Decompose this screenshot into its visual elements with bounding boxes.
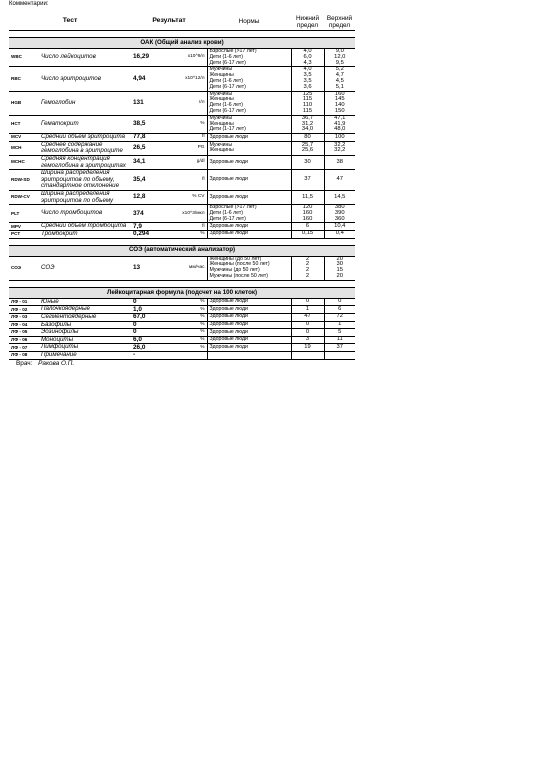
test-result: 16,29 (131, 49, 163, 67)
low-limit: 30 (304, 158, 311, 165)
test-unit: PG (163, 141, 207, 155)
test-name: Юные (39, 298, 131, 306)
high-limits (324, 306, 355, 314)
low-limit: 0 (305, 298, 310, 305)
test-code: MPV (9, 223, 39, 231)
low-limit: 3,6 (303, 83, 312, 90)
low-limit: 37 (304, 176, 311, 183)
low-limit: 31,2 (301, 120, 314, 127)
low-limit: 3 (305, 336, 310, 343)
doctor-name: Ракова О.П. (38, 360, 75, 367)
low-limits (291, 352, 324, 360)
norm-groups (207, 344, 291, 352)
test-result: 67,0 (131, 314, 163, 322)
high-limit: 360 (334, 215, 345, 222)
high-limit: 4,5 (335, 77, 344, 84)
test-code: MCV (9, 134, 39, 142)
test-unit: g/dl (163, 155, 207, 169)
norm-groups (207, 298, 291, 306)
high-limits (324, 115, 355, 133)
test-code: ЛФ - 01 (9, 298, 39, 306)
high-limit: 10,4 (334, 222, 346, 229)
high-limits (324, 321, 355, 329)
high-limits (324, 223, 355, 231)
table-row (9, 314, 355, 322)
high-limits (324, 141, 355, 155)
norm-group: Дети (1-17 лет) (209, 126, 246, 133)
low-limits (291, 134, 324, 142)
test-result: 4,94 (131, 67, 163, 91)
test-code: RDW-SD (9, 170, 39, 191)
high-limit: 145 (334, 96, 345, 103)
high-limit: 20 (336, 273, 343, 280)
test-result: 1,0 (131, 306, 163, 314)
test-unit: fl (163, 170, 207, 191)
test-result: 26,0 (131, 344, 163, 352)
test-code: ЛФ - 07 (9, 344, 39, 352)
low-limits (291, 67, 324, 91)
norm-group: Взрослые (>17 лет) (209, 204, 257, 211)
norm-group: Женщины (после 50 лет) (209, 261, 270, 268)
norm-group: Мужчины (до 50 лет) (209, 267, 260, 274)
low-limit: 3,5 (303, 77, 312, 84)
table-row (9, 352, 355, 360)
high-limit: 48,0 (334, 126, 346, 133)
high-limit: 47,1 (334, 114, 346, 121)
norm-group: Взрослые (>17 лет) (209, 48, 257, 54)
norm-groups (207, 336, 291, 344)
test-code: ЛФ - 08 (9, 352, 39, 360)
test-name: Ширина распределения эритроцитов по объему (39, 190, 131, 204)
high-limit: 11 (336, 336, 343, 343)
norm-group: Дети (6-17 лет) (209, 59, 246, 66)
high-limit: 6 (338, 305, 342, 312)
header-low-limit: Нижний предел (291, 13, 324, 31)
low-limit: 25,7 (301, 141, 314, 148)
high-limits (324, 155, 355, 169)
high-limit: 12,0 (334, 53, 346, 60)
doctor-signature (16, 360, 78, 367)
low-limits (291, 321, 324, 329)
high-limit: 9,0 (335, 48, 344, 54)
high-limit: 0,4 (335, 230, 344, 237)
high-limits (324, 170, 355, 191)
low-limits (291, 336, 324, 344)
test-result: 12,8 (131, 190, 163, 204)
high-limit: 32,2 (334, 147, 346, 154)
test-result: 77,8 (131, 134, 163, 142)
high-limits (324, 91, 355, 115)
table-row (9, 155, 355, 169)
norm-group: Женщины (209, 96, 234, 103)
test-name: Палочкоядерные (39, 306, 131, 314)
norm-group: Дети (1-6 лет) (209, 53, 243, 60)
norm-group: Мужчины (после 50 лет) (209, 273, 269, 280)
norm-group: Женщины (209, 147, 234, 154)
norm-groups (207, 321, 291, 329)
low-limit: 2 (305, 261, 310, 268)
low-limit: 4,0 (303, 48, 312, 54)
header-high-limit: Верхний предел (324, 13, 355, 31)
test-unit: % (163, 306, 207, 314)
low-limit: 11,5 (302, 193, 313, 200)
test-code: ЛФ - 05 (9, 329, 39, 337)
norm-group: Здоровые люди (209, 321, 248, 328)
low-limit: 120 (302, 204, 313, 211)
high-limit: 41,9 (334, 120, 346, 127)
test-result: 0 (131, 329, 163, 337)
table-row (9, 256, 355, 280)
test-unit: % (163, 231, 207, 239)
test-code: ЛФ - 04 (9, 321, 39, 329)
norm-groups (207, 231, 291, 239)
high-limit: 32,2 (334, 141, 346, 148)
low-limit: 25,6 (301, 147, 314, 154)
test-name: Ширина распределения эритроцитов по объему, стандартное отклонение (39, 170, 131, 191)
low-limit: 115 (302, 96, 313, 103)
test-result: 131 (131, 91, 163, 115)
low-limit: 6 (305, 222, 310, 229)
norm-group: Дети (1-6 лет) (209, 102, 243, 109)
high-limit: 14,5 (334, 193, 346, 200)
high-limit: 4,7 (335, 72, 344, 79)
table-row (9, 115, 355, 133)
test-name: Моноциты (39, 336, 131, 344)
table-row (9, 49, 355, 67)
test-code: RBC (9, 67, 39, 91)
norm-group: Мужчины (209, 66, 233, 73)
test-unit: г/л (163, 91, 207, 115)
norm-groups (207, 306, 291, 314)
test-result: 0 (131, 298, 163, 306)
test-unit: % (163, 336, 207, 344)
norm-groups (207, 190, 291, 204)
test-result: 38,5 (131, 115, 163, 133)
test-name: Гемоглобин (39, 91, 131, 115)
low-limit: 4,0 (303, 66, 312, 73)
low-limit: 160 (302, 209, 313, 216)
high-limits (324, 134, 355, 142)
table-body (9, 31, 355, 360)
doctor-label: Врач: (16, 360, 33, 367)
norm-groups (207, 314, 291, 322)
high-limit: 140 (334, 102, 345, 109)
low-limits (291, 223, 324, 231)
lab-results-table (9, 13, 355, 360)
spacer-cell (9, 31, 355, 38)
low-limits (291, 344, 324, 352)
test-unit: % (163, 298, 207, 306)
test-name: Средняя концентрация гемоглобина в эритроцитах (39, 155, 131, 169)
header-result: Результат (131, 13, 207, 31)
test-unit: % (163, 321, 207, 329)
low-limit: 2 (305, 267, 310, 274)
norm-group: Женщины (до 50 лет) (209, 255, 262, 262)
low-limit: 125 (302, 90, 313, 97)
high-limits (324, 67, 355, 91)
high-limit: 150 (334, 107, 345, 114)
header-norms: Нормы (207, 13, 291, 31)
test-name: Базофилы (39, 321, 131, 329)
section-title: ОАК (Общий анализ крови) (9, 38, 355, 49)
high-limit: 390 (334, 209, 345, 216)
norm-group: Здоровые люди (209, 222, 248, 229)
test-name: Средний объем эритроцита (39, 134, 131, 142)
norm-group: Мужчины (209, 114, 233, 121)
low-limits (291, 256, 324, 280)
norm-group: Здоровые люди (209, 158, 248, 165)
high-limit: 100 (334, 133, 345, 140)
test-unit: мм/час (163, 256, 207, 280)
low-limits (291, 190, 324, 204)
high-limits (324, 205, 355, 223)
test-code: WBC (9, 49, 39, 67)
test-name: Лимфоциты (39, 344, 131, 352)
low-limit: 4,3 (303, 59, 312, 66)
test-code: HGB (9, 91, 39, 115)
test-code: СОЭ (9, 256, 39, 280)
test-name: СОЭ (39, 256, 131, 280)
section-spacer (9, 280, 355, 287)
test-unit: % CV (163, 190, 207, 204)
low-limits (291, 231, 324, 239)
high-limit: 20 (336, 255, 343, 262)
low-limit: 2 (305, 255, 310, 262)
test-code: ЛФ - 06 (9, 336, 39, 344)
high-limits (324, 344, 355, 352)
table-row (9, 91, 355, 115)
norm-group: Здоровые люди (209, 193, 248, 200)
low-limits (291, 91, 324, 115)
test-code: RDW-CV (9, 190, 39, 204)
high-limit: 9,5 (335, 59, 344, 66)
low-limit: 1 (305, 305, 310, 312)
section-title-row (9, 287, 355, 298)
low-limits (291, 314, 324, 322)
norm-group: Мужчины (209, 90, 233, 97)
low-limit: 160 (302, 215, 313, 222)
norm-group: Дети (6-17 лет) (209, 107, 246, 114)
test-result: 13 (131, 256, 163, 280)
norm-group: Здоровые люди (209, 336, 248, 343)
norm-groups (207, 155, 291, 169)
norm-groups (207, 223, 291, 231)
low-limits (291, 329, 324, 337)
table-row (9, 190, 355, 204)
test-name: Число лейкоцитов (39, 49, 131, 67)
test-result: 374 (131, 205, 163, 223)
low-limit: 3,5 (303, 72, 312, 79)
test-result: 0,294 (131, 231, 163, 239)
test-code: MCH (9, 141, 39, 155)
norm-group: Дети (6-17 лет) (209, 215, 246, 222)
high-limit: 0 (338, 298, 342, 305)
table-row (9, 67, 355, 91)
norm-group: Здоровые люди (209, 313, 248, 320)
high-limit: 5 (338, 328, 342, 335)
high-limit: 47 (336, 176, 343, 183)
high-limit: 38 (336, 158, 343, 165)
norm-groups (207, 134, 291, 142)
low-limits (291, 170, 324, 191)
low-limit: 34,0 (301, 126, 314, 133)
norm-groups (207, 141, 291, 155)
low-limits (291, 205, 324, 223)
low-limits (291, 141, 324, 155)
low-limits (291, 155, 324, 169)
test-unit: % (163, 115, 207, 133)
high-limits (324, 352, 355, 360)
norm-groups (207, 329, 291, 337)
norm-group: Дети (6-17 лет) (209, 83, 246, 90)
test-name: Гематокрит (39, 115, 131, 133)
test-code: HCT (9, 115, 39, 133)
table-header (9, 13, 355, 31)
low-limit: 6,0 (303, 53, 312, 60)
test-code: PCT (9, 231, 39, 239)
high-limits (324, 336, 355, 344)
high-limits (324, 329, 355, 337)
norm-group: Мужчины (209, 141, 233, 148)
low-limit: 80 (304, 133, 311, 140)
high-limit: 1 (338, 321, 342, 328)
header-test: Тест (9, 13, 131, 31)
norm-groups (207, 256, 291, 280)
spacer-cell (9, 238, 355, 245)
test-name: Число тромбоцитов (39, 205, 131, 223)
high-limit: 37 (336, 343, 343, 350)
table-row (9, 141, 355, 155)
norm-group: Здоровые люди (209, 328, 248, 335)
test-name: Число эритроцитов (39, 67, 131, 91)
norm-group: Женщины (209, 72, 234, 79)
test-name: Средний объем тромбоцита (39, 223, 131, 231)
low-limit: 47 (304, 313, 311, 320)
section-title: СОЭ (автоматический анализатор) (9, 245, 355, 256)
test-result: 34,1 (131, 155, 163, 169)
section-spacer (9, 238, 355, 245)
low-limit: 115 (302, 107, 313, 114)
test-result: 0 (131, 321, 163, 329)
table-row (9, 231, 355, 239)
low-limits (291, 298, 324, 306)
high-limit: 72 (336, 313, 343, 320)
test-name: Среднее содержание гемоглобина в эритроците (39, 141, 131, 155)
low-limit: 0 (305, 328, 310, 335)
norm-groups (207, 115, 291, 133)
low-limit: 0,15 (301, 230, 314, 237)
section-title: Лейкоцитарная формула (подсчет на 100 клеток) (9, 287, 355, 298)
high-limits (324, 49, 355, 67)
high-limits (324, 298, 355, 306)
norm-group: Здоровые люди (209, 230, 248, 237)
table-row (9, 170, 355, 191)
low-limit: 19 (304, 343, 311, 350)
norm-group: Женщины (209, 120, 234, 127)
test-name: Эозинофилы (39, 329, 131, 337)
test-result: 7,9 (131, 223, 163, 231)
test-name: Примечание (39, 352, 131, 360)
norm-group: Дети (1-6 лет) (209, 77, 243, 84)
low-limits (291, 49, 324, 67)
test-code: MCHC (9, 155, 39, 169)
norm-group: Здоровые люди (209, 176, 248, 183)
low-limit: 0 (305, 321, 310, 328)
test-unit: fl (163, 223, 207, 231)
low-limit: 2 (305, 273, 310, 280)
low-limits (291, 306, 324, 314)
test-result: 26,5 (131, 141, 163, 155)
test-result: 35,4 (131, 170, 163, 191)
high-limits (324, 256, 355, 280)
test-name: Сегментоядерные (39, 314, 131, 322)
norm-group: Дети (1-6 лет) (209, 209, 243, 216)
high-limit: 160 (334, 90, 345, 97)
norm-group: Здоровые люди (209, 343, 248, 350)
norm-group: Здоровые люди (209, 298, 248, 305)
norm-groups (207, 67, 291, 91)
norm-group: Здоровые люди (209, 305, 248, 312)
comment-label: Комментарии: (9, 1, 49, 7)
test-name: Тромбокрит (39, 231, 131, 239)
test-code: PLT (9, 205, 39, 223)
test-code: ЛФ - 03 (9, 314, 39, 322)
high-limit: 30 (336, 261, 343, 268)
high-limit: 5,1 (335, 83, 344, 90)
test-code: ЛФ - 02 (9, 306, 39, 314)
test-unit: % (163, 329, 207, 337)
high-limit: 15 (336, 267, 343, 274)
test-unit: % (163, 344, 207, 352)
norm-groups (207, 352, 291, 360)
table-row (9, 205, 355, 223)
test-unit (163, 352, 207, 360)
low-limit: 110 (302, 102, 313, 109)
test-result: - (131, 352, 163, 360)
norm-groups (207, 205, 291, 223)
section-title-row (9, 245, 355, 256)
high-limits (324, 231, 355, 239)
high-limits (324, 314, 355, 322)
norm-groups (207, 170, 291, 191)
norm-groups (207, 49, 291, 67)
low-limits (291, 115, 324, 133)
test-unit: fl (163, 134, 207, 142)
low-limit: 36,7 (301, 114, 314, 121)
spacer-cell (9, 280, 355, 287)
high-limits (324, 190, 355, 204)
test-result: 6,0 (131, 336, 163, 344)
norm-group: Здоровые люди (209, 133, 248, 140)
high-limit: 5,2 (335, 66, 344, 73)
high-limit: 380 (334, 204, 345, 211)
section-title-row (9, 38, 355, 49)
test-unit: х10^9/л (163, 49, 207, 67)
test-unit: х10^12/л (163, 67, 207, 91)
test-unit: % (163, 314, 207, 322)
norm-groups (207, 91, 291, 115)
test-unit: х10^3/мкл (163, 205, 207, 223)
section-spacer (9, 31, 355, 38)
